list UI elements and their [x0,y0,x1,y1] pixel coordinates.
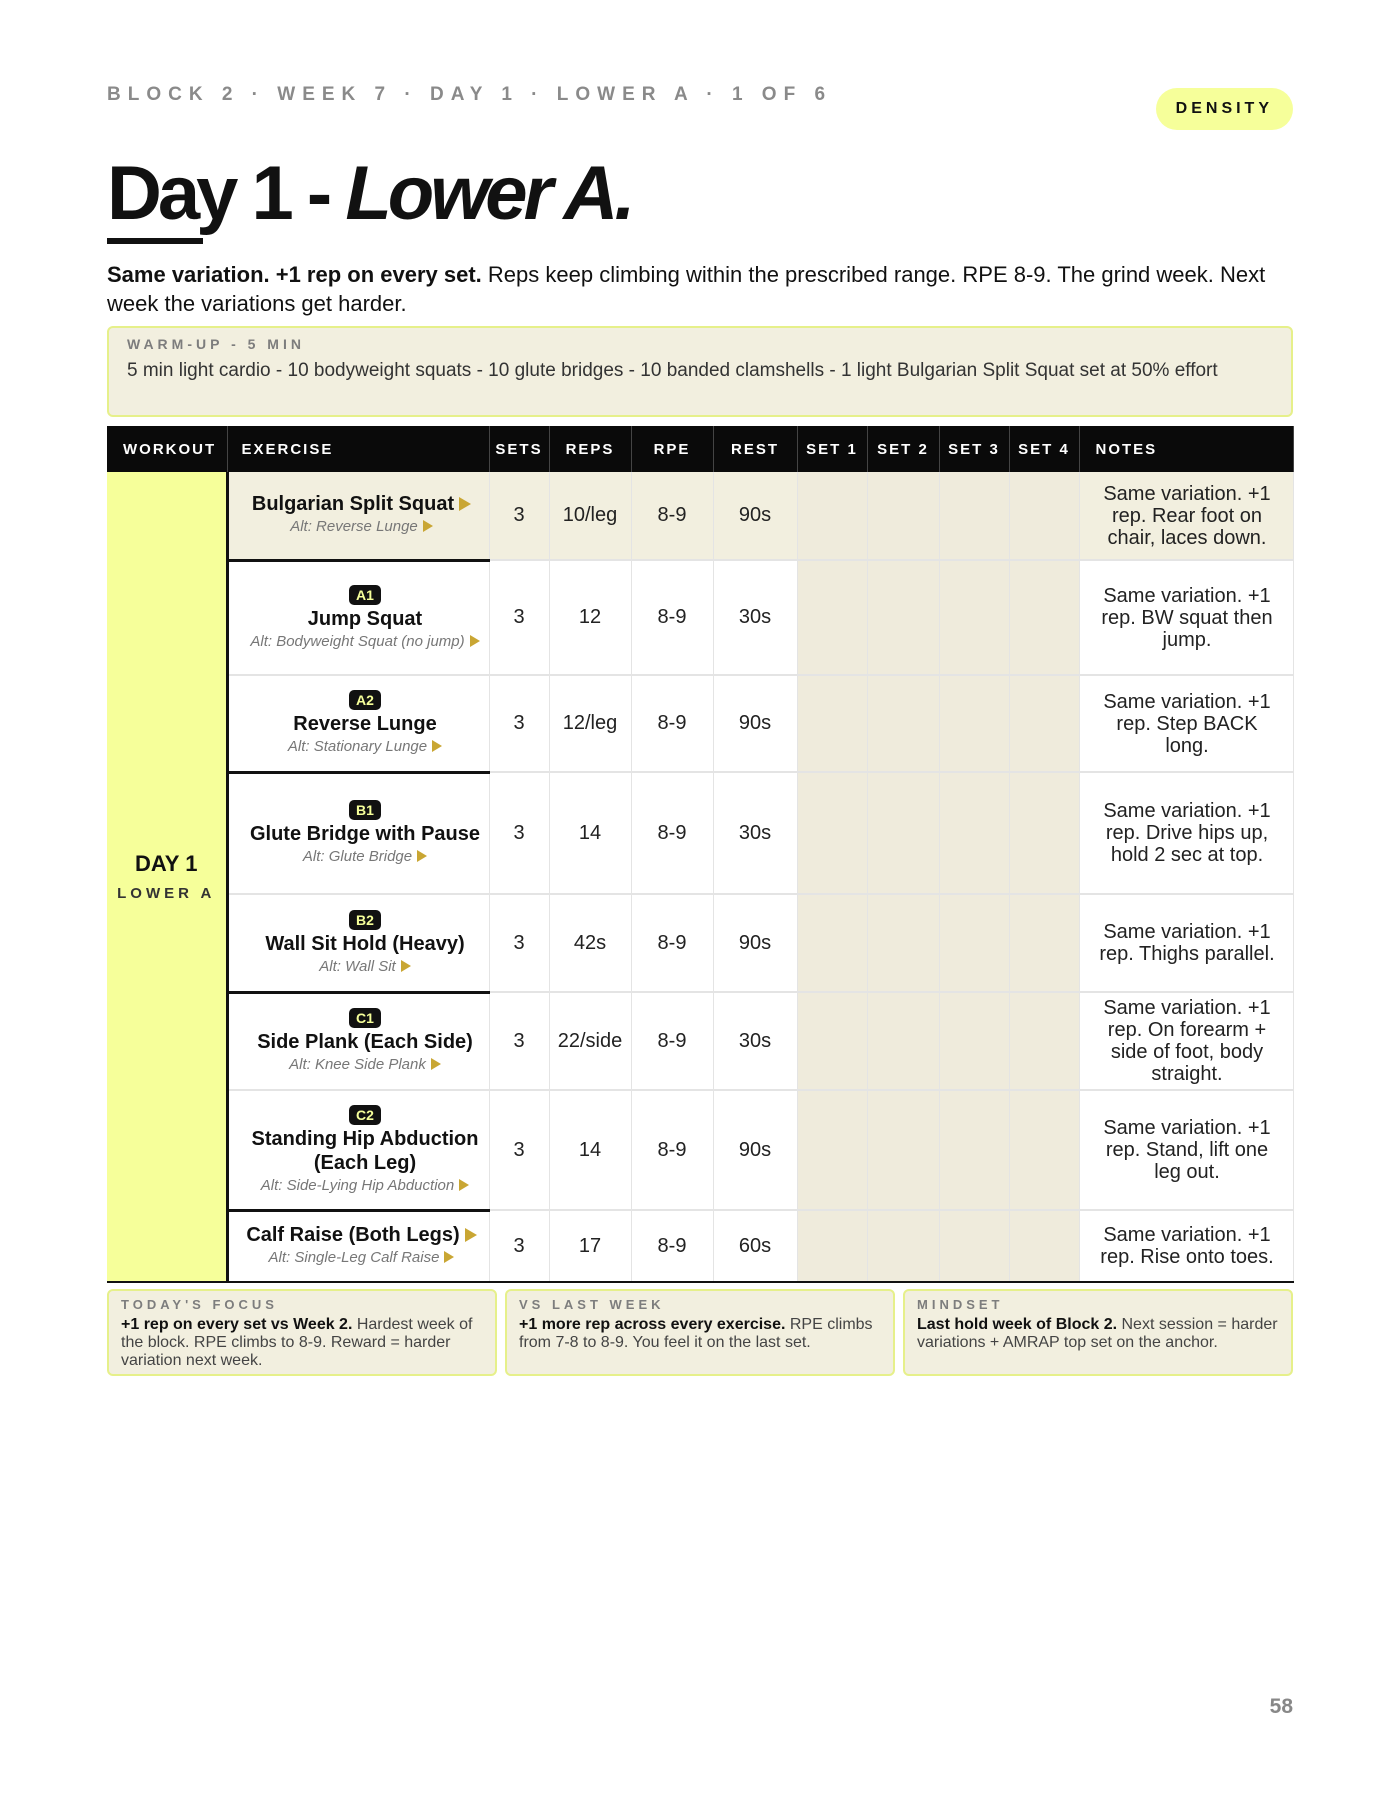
play-triangle-icon[interactable] [401,960,411,972]
column-header-4: RPE [631,426,713,472]
set-1-log-cell[interactable] [797,894,867,992]
set-4-log-cell[interactable] [1009,1090,1079,1210]
exercise-alt [250,956,481,978]
notes-cell: Same variation. +1 rep. Step BACK long. [1079,675,1293,772]
exercise-cell [227,560,489,675]
sets-cell: 3 [489,772,549,894]
page-number: 58 [1269,1695,1293,1718]
sets-cell: 3 [489,992,549,1090]
page [107,80,1293,1376]
exercise-alt [250,846,481,868]
play-triangle-icon[interactable] [459,497,471,511]
set-2-log-cell[interactable] [867,472,939,560]
column-header-6: SET 1 [797,426,867,472]
exercise-cell [227,1090,489,1210]
card-label: TODAY'S FOCUS [121,1297,278,1312]
workout-table [107,426,1294,1283]
exercise-alt [250,631,481,653]
exercise-name[interactable]: Reverse Lunge [293,713,437,736]
exercise-cell [227,992,489,1090]
set-4-log-cell[interactable] [1009,472,1079,560]
superset-tag: A2 [349,690,381,710]
rest-cell: 90s [713,1090,797,1210]
day-title: DAY 1 [135,851,198,876]
exercise-cell [227,894,489,992]
set-1-log-cell[interactable] [797,472,867,560]
alt-text[interactable]: Alt: Glute Bridge [302,848,413,866]
exercise-name[interactable]: Wall Sit Hold (Heavy) [265,932,465,955]
set-1-log-cell[interactable] [797,675,867,772]
exercise-name[interactable]: Calf Raise (Both Legs) [246,1224,460,1247]
set-3-log-cell[interactable] [939,675,1009,772]
set-4-log-cell[interactable] [1009,675,1079,772]
notes-cell: Same variation. +1 rep. Rise onto toes. [1079,1210,1293,1282]
alt-text[interactable]: Alt: Single-Leg Calf Raise [268,1249,440,1267]
card-body: Next session = harder variations + AMRAP top set on the anchor. [917,1316,1278,1351]
intro-text [107,260,1293,318]
set-4-log-cell[interactable] [1009,1210,1079,1282]
play-triangle-icon[interactable] [432,740,442,752]
summary-card [505,1289,895,1376]
set-2-log-cell[interactable] [867,560,939,675]
set-1-log-cell[interactable] [797,1210,867,1282]
set-3-log-cell[interactable] [939,560,1009,675]
breadcrumb: BLOCK 2 · WEEK 7 · DAY 1 · LOWER A · 1 OF 6 [107,84,833,105]
set-1-log-cell[interactable] [797,992,867,1090]
play-triangle-icon[interactable] [431,1058,441,1070]
intro-bold: Same variation. +1 rep on every set. [107,262,482,287]
rpe-cell: 8-9 [631,1210,713,1282]
sets-cell: 3 [489,675,549,772]
rest-cell: 30s [713,772,797,894]
warmup-box [107,326,1293,417]
rest-cell: 30s [713,992,797,1090]
warmup-label: WARM-UP - 5 MIN [127,336,305,352]
set-3-log-cell[interactable] [939,472,1009,560]
day-subtitle: LOWER A [117,885,216,902]
alt-text[interactable]: Alt: Stationary Lunge [287,738,428,756]
card-text [917,1316,1279,1352]
title-italic: Lower A. [345,151,632,236]
set-3-log-cell[interactable] [939,992,1009,1090]
summary-card [107,1289,497,1376]
sets-cell: 3 [489,894,549,992]
page-title [107,151,1293,236]
set-1-log-cell[interactable] [797,772,867,894]
set-3-log-cell[interactable] [939,894,1009,992]
rest-cell: 90s [713,472,797,560]
set-1-log-cell[interactable] [797,560,867,675]
table-body [107,472,1293,1282]
day-label-cell [107,472,227,1282]
reps-cell: 42s [549,894,631,992]
table-row [107,1090,1293,1210]
notes-cell: Same variation. +1 rep. BW squat then jump. [1079,560,1293,675]
reps-cell: 12/leg [549,675,631,772]
rpe-cell: 8-9 [631,1090,713,1210]
set-3-log-cell[interactable] [939,1210,1009,1282]
rpe-cell: 8-9 [631,675,713,772]
table-row [107,560,1293,675]
notes-cell: Same variation. +1 rep. Stand, lift one leg out. [1079,1090,1293,1210]
superset-tag: A1 [349,585,381,605]
rest-cell: 90s [713,675,797,772]
alt-text[interactable]: Alt: Wall Sit [319,957,396,975]
reps-cell: 14 [549,1090,631,1210]
alt-text[interactable]: Alt: Knee Side Plank [289,1056,426,1074]
rpe-cell: 8-9 [631,772,713,894]
table-row [107,1210,1293,1282]
notes-cell: Same variation. +1 rep. Rear foot on chair, laces down. [1079,472,1293,560]
set-4-log-cell[interactable] [1009,992,1079,1090]
exercise-alt [243,1247,481,1269]
set-1-log-cell[interactable] [797,1090,867,1210]
exercise-name[interactable]: Side Plank (Each Side) [257,1031,473,1054]
card-text [121,1316,483,1370]
sets-cell: 3 [489,560,549,675]
card-label: VS LAST WEEK [519,1297,665,1312]
notes-cell: Same variation. +1 rep. Thighs parallel. [1079,894,1293,992]
exercise-alt [243,516,481,538]
set-2-log-cell[interactable] [867,772,939,894]
play-triangle-icon[interactable] [470,635,480,647]
density-badge: DENSITY [1156,88,1293,130]
exercise-name[interactable]: Glute Bridge with Pause [249,823,481,846]
play-triangle-icon[interactable] [459,1179,469,1191]
card-bold: Last hold week of Block 2. [917,1316,1118,1333]
exercise-cell [227,472,489,560]
sets-cell: 3 [489,472,549,560]
column-header-2: SETS [489,426,549,472]
title-underline [107,238,203,244]
play-triangle-icon[interactable] [465,1228,477,1242]
column-header-7: SET 2 [867,426,939,472]
card-bold: +1 more rep across every exercise. [519,1316,786,1333]
column-header-10: NOTES [1079,426,1293,472]
header-row [107,80,1293,130]
exercise-cell [227,675,489,772]
set-4-log-cell[interactable] [1009,772,1079,894]
exercise-cell [227,1210,489,1282]
set-3-log-cell[interactable] [939,772,1009,894]
column-header-5: REST [713,426,797,472]
column-header-9: SET 4 [1009,426,1079,472]
exercise-name[interactable]: Bulgarian Split Squat [251,493,455,516]
sets-cell: 3 [489,1090,549,1210]
column-header-0: WORKOUT [107,426,227,472]
rpe-cell: 8-9 [631,560,713,675]
rpe-cell: 8-9 [631,894,713,992]
rest-cell: 30s [713,560,797,675]
notes-cell: Same variation. +1 rep. On forearm + side of foot, body straight. [1079,992,1293,1090]
notes-cell: Same variation. +1 rep. Drive hips up, hold 2 sec at top. [1079,772,1293,894]
card-bold: +1 rep on every set vs Week 2. [121,1316,353,1333]
set-2-log-cell[interactable] [867,894,939,992]
reps-cell: 22/side [549,992,631,1090]
set-2-log-cell[interactable] [867,1210,939,1282]
alt-text[interactable]: Alt: Bodyweight Squat (no jump) [250,632,465,650]
summary-cards [107,1289,1293,1376]
table-header-row [107,426,1293,472]
reps-cell: 17 [549,1210,631,1282]
exercise-alt [250,1175,481,1197]
summary-card [903,1289,1293,1376]
table-row [107,472,1293,560]
table-row [107,675,1293,772]
card-body: RPE climbs from 7-8 to 8-9. You feel it on the last set. [519,1316,873,1351]
sets-cell: 3 [489,1210,549,1282]
card-text [519,1316,881,1352]
column-header-1: EXERCISE [227,426,489,472]
play-triangle-icon[interactable] [417,850,427,862]
table-row [107,992,1293,1090]
set-2-log-cell[interactable] [867,675,939,772]
rpe-cell: 8-9 [631,992,713,1090]
rest-cell: 90s [713,894,797,992]
column-header-3: REPS [549,426,631,472]
set-3-log-cell[interactable] [939,1090,1009,1210]
exercise-alt [250,1054,481,1076]
exercise-name[interactable]: Standing Hip Abduction (Each Leg) [251,1127,479,1174]
column-header-8: SET 3 [939,426,1009,472]
set-2-log-cell[interactable] [867,1090,939,1210]
intro-rest: Reps keep climbing within the prescribed range. RPE 8-9. The grind week. Next week the variations get harder. [107,262,1266,316]
warmup-text: 5 min light cardio - 10 bodyweight squats - 10 glute bridges - 10 banded clamshells - 1 light Bulgarian Split Squat set at 50% effort [127,360,1218,381]
superset-tag: C1 [349,1008,381,1028]
exercise-name[interactable]: Jump Squat [307,607,423,630]
superset-tag: B2 [349,910,381,930]
card-body: Hardest week of the block. RPE climbs to 8-9. Reward = harder variation next week. [121,1316,473,1369]
reps-cell: 10/leg [549,472,631,560]
exercise-cell [227,772,489,894]
alt-text[interactable]: Alt: Reverse Lunge [290,518,418,536]
set-4-log-cell[interactable] [1009,894,1079,992]
set-2-log-cell[interactable] [867,992,939,1090]
set-4-log-cell[interactable] [1009,560,1079,675]
reps-cell: 12 [549,560,631,675]
table-row [107,772,1293,894]
title-main: Day 1 - [107,151,346,236]
rest-cell: 60s [713,1210,797,1282]
exercise-alt [250,736,481,758]
play-triangle-icon[interactable] [423,520,433,532]
reps-cell: 14 [549,772,631,894]
play-triangle-icon[interactable] [444,1251,454,1263]
rpe-cell: 8-9 [631,472,713,560]
card-label: MINDSET [917,1297,1004,1312]
alt-text[interactable]: Alt: Side-Lying Hip Abduction [260,1176,455,1194]
superset-tag: C2 [349,1105,381,1125]
table-row [107,894,1293,992]
superset-tag: B1 [349,800,381,820]
